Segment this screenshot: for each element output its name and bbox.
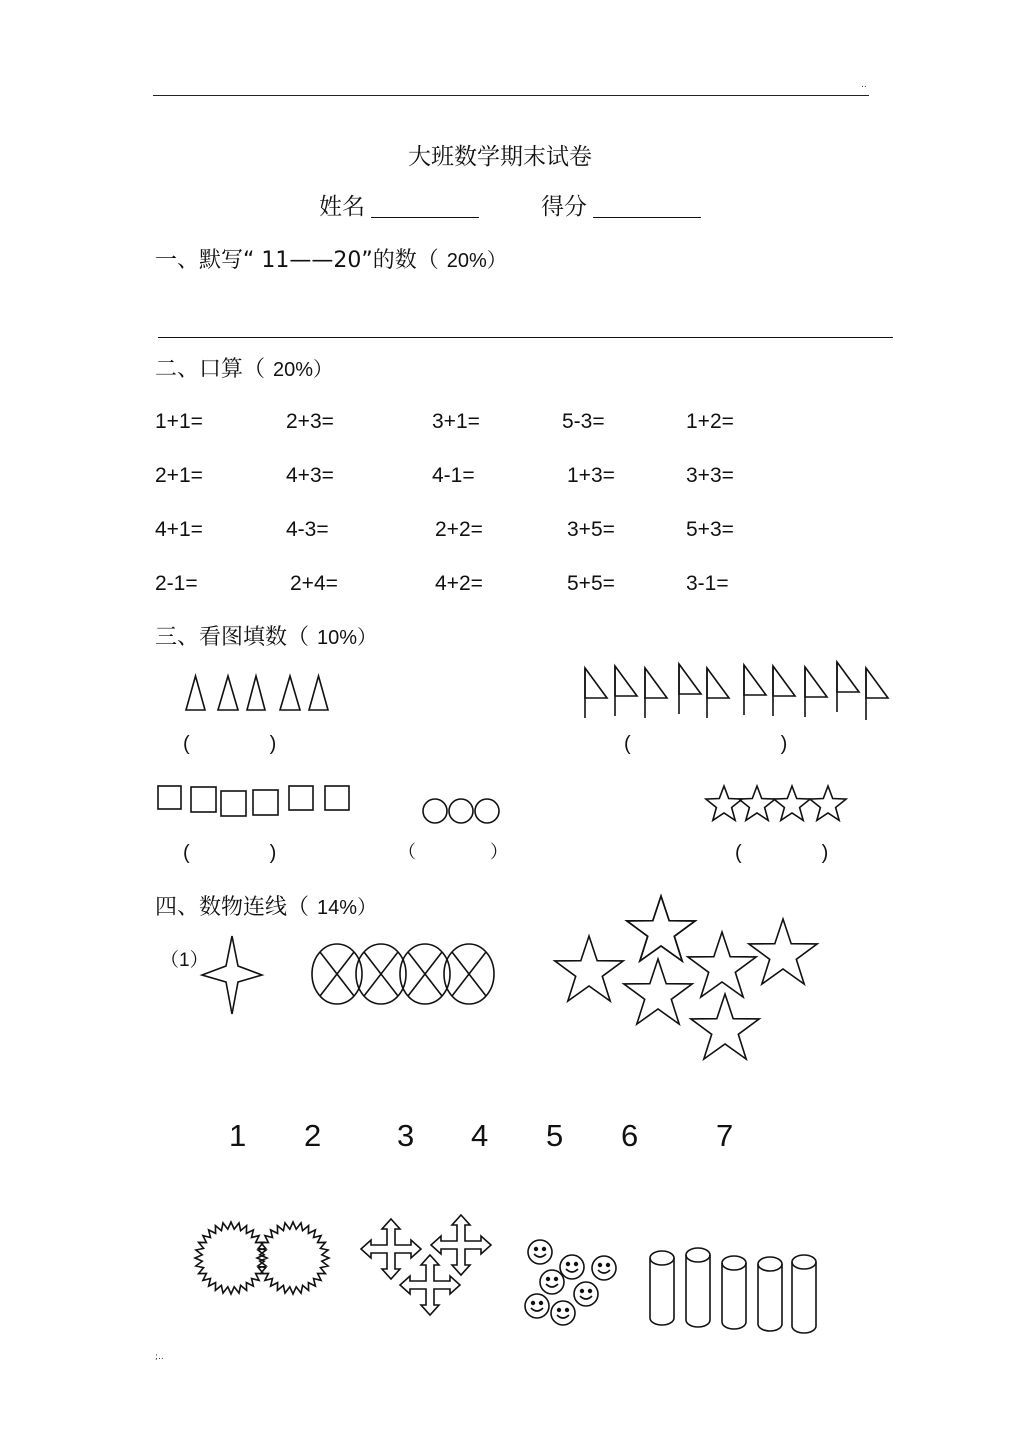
section-3-pct: 10%） <box>317 627 378 649</box>
header-corner-mark: .. <box>861 80 867 90</box>
square-icon <box>253 790 278 815</box>
problem-r3-c1[interactable]: 4+1= <box>155 518 203 541</box>
crossed-ovals-group-4 <box>312 944 494 1004</box>
smiley-icon <box>528 1240 552 1264</box>
square-icon <box>325 786 349 810</box>
four-way-arrow-icon <box>431 1215 491 1275</box>
section-3-label: 三、看图填数（ <box>155 625 310 650</box>
cylinders-group-5 <box>650 1248 816 1333</box>
cylinder-icon <box>722 1256 746 1270</box>
section-4-label: 四、数物连线（ <box>155 895 310 920</box>
page-title: 大班数学期末试卷 <box>408 144 592 170</box>
flags-group-9 <box>585 662 888 720</box>
problem-r4-c2[interactable]: 2+4= <box>290 572 338 595</box>
answer-paren-squares[interactable]: ( ) <box>183 842 277 864</box>
number-5[interactable]: 5 <box>546 1118 564 1153</box>
problem-r1-c5[interactable]: 1+2= <box>686 410 734 433</box>
problem-r1-c1[interactable]: 1+1= <box>155 410 203 433</box>
problem-r2-c2[interactable]: 4+3= <box>286 464 334 487</box>
star-icon <box>774 786 810 820</box>
square-icon <box>158 786 181 809</box>
number-4[interactable]: 4 <box>471 1118 489 1153</box>
problem-r3-c2[interactable]: 4-3= <box>286 518 329 541</box>
circles-group-3 <box>423 799 499 823</box>
number-3[interactable]: 3 <box>397 1118 415 1153</box>
flag-icon <box>707 668 729 698</box>
section-2-label: 二、口算（ <box>155 357 266 382</box>
triangle-icon <box>186 676 205 710</box>
flag-icon <box>773 666 795 696</box>
problem-r1-c2[interactable]: 2+3= <box>286 410 334 433</box>
squares-group-6 <box>158 786 349 816</box>
cylinder-icon <box>650 1251 674 1265</box>
four-way-arrow-icon <box>400 1255 460 1315</box>
suns-group-2 <box>195 1222 329 1294</box>
flag-icon <box>866 668 888 698</box>
footer-mark: ;.. <box>155 1352 164 1362</box>
star-icon <box>810 786 846 820</box>
cylinder-icon <box>758 1257 782 1271</box>
square-icon <box>289 786 313 810</box>
four-way-arrow-icon <box>361 1219 421 1279</box>
number-2[interactable]: 2 <box>304 1118 322 1153</box>
square-icon <box>221 791 246 816</box>
triangle-icon <box>247 676 265 710</box>
big-stars-group-7 <box>555 896 817 1059</box>
flag-icon <box>679 664 701 694</box>
cylinder-icon <box>792 1255 816 1269</box>
smiley-icon <box>560 1255 584 1279</box>
flag-icon <box>837 662 859 692</box>
answer-paren-stars[interactable]: ( ) <box>735 842 829 864</box>
problem-r1-c4[interactable]: 5-3= <box>562 410 605 433</box>
big-star-icon <box>749 919 817 984</box>
flag-icon <box>744 665 766 695</box>
section-2-pct: 20%） <box>273 359 334 381</box>
problem-r4-c4[interactable]: 5+5= <box>567 572 615 595</box>
smiley-icon <box>540 1270 564 1294</box>
smileys-group-7 <box>525 1240 616 1325</box>
section-4-pct: 14%） <box>317 897 378 919</box>
four-point-star-icon <box>202 936 262 1014</box>
circle-icon <box>423 799 447 823</box>
problem-r2-c4[interactable]: 1+3= <box>567 464 615 487</box>
problem-r3-c3[interactable]: 2+2= <box>435 518 483 541</box>
number-6[interactable]: 6 <box>621 1118 639 1153</box>
big-star-icon <box>691 994 759 1059</box>
triangle-icon <box>280 676 300 710</box>
number-7[interactable]: 7 <box>716 1118 734 1153</box>
flag-icon <box>585 668 607 698</box>
star-icon <box>706 786 742 820</box>
smiley-icon <box>551 1301 575 1325</box>
flag-icon <box>615 666 637 696</box>
circle-icon <box>449 799 473 823</box>
score-label: 得分 <box>541 194 587 220</box>
problem-r4-c3[interactable]: 4+2= <box>435 572 483 595</box>
problem-r4-c1[interactable]: 2-1= <box>155 572 198 595</box>
problem-r2-c5[interactable]: 3+3= <box>686 464 734 487</box>
name-label: 姓名 <box>319 194 365 220</box>
triangles-group-5 <box>186 676 328 710</box>
flag-icon <box>645 668 667 698</box>
star-icon <box>739 786 775 820</box>
triangle-icon <box>218 676 238 710</box>
triangle-icon <box>309 676 328 710</box>
number-1[interactable]: 1 <box>229 1118 247 1153</box>
answer-paren-circles[interactable]: （ ） <box>398 842 508 862</box>
problem-r3-c4[interactable]: 3+5= <box>567 518 615 541</box>
flag-icon <box>805 667 827 697</box>
big-star-icon <box>688 932 756 997</box>
answer-paren-flags[interactable]: ( ) <box>624 733 788 755</box>
big-star-icon <box>624 959 692 1024</box>
smiley-icon <box>574 1282 598 1306</box>
stars-group-4 <box>706 786 846 820</box>
circle-icon <box>475 799 499 823</box>
problem-r3-c5[interactable]: 5+3= <box>686 518 734 541</box>
square-icon <box>191 787 216 812</box>
section-1-pct: 20%） <box>446 250 507 272</box>
big-star-icon <box>627 896 695 961</box>
answer-paren-triangles[interactable]: ( ) <box>183 733 277 755</box>
big-star-icon <box>555 936 623 1001</box>
problem-r1-c3[interactable]: 3+1= <box>432 410 480 433</box>
problem-r2-c1[interactable]: 2+1= <box>155 464 203 487</box>
item-1-label: （1） <box>160 950 209 971</box>
arrow-crosses-group-3 <box>361 1215 491 1315</box>
smiley-icon <box>525 1294 549 1318</box>
problem-r4-c5[interactable]: 3-1= <box>686 572 729 595</box>
section-1-label: 一、默写“ 11——20”的数（ <box>155 248 439 273</box>
smiley-icon <box>592 1256 616 1280</box>
cylinder-icon <box>686 1248 710 1262</box>
problem-r2-c3[interactable]: 4-1= <box>432 464 475 487</box>
